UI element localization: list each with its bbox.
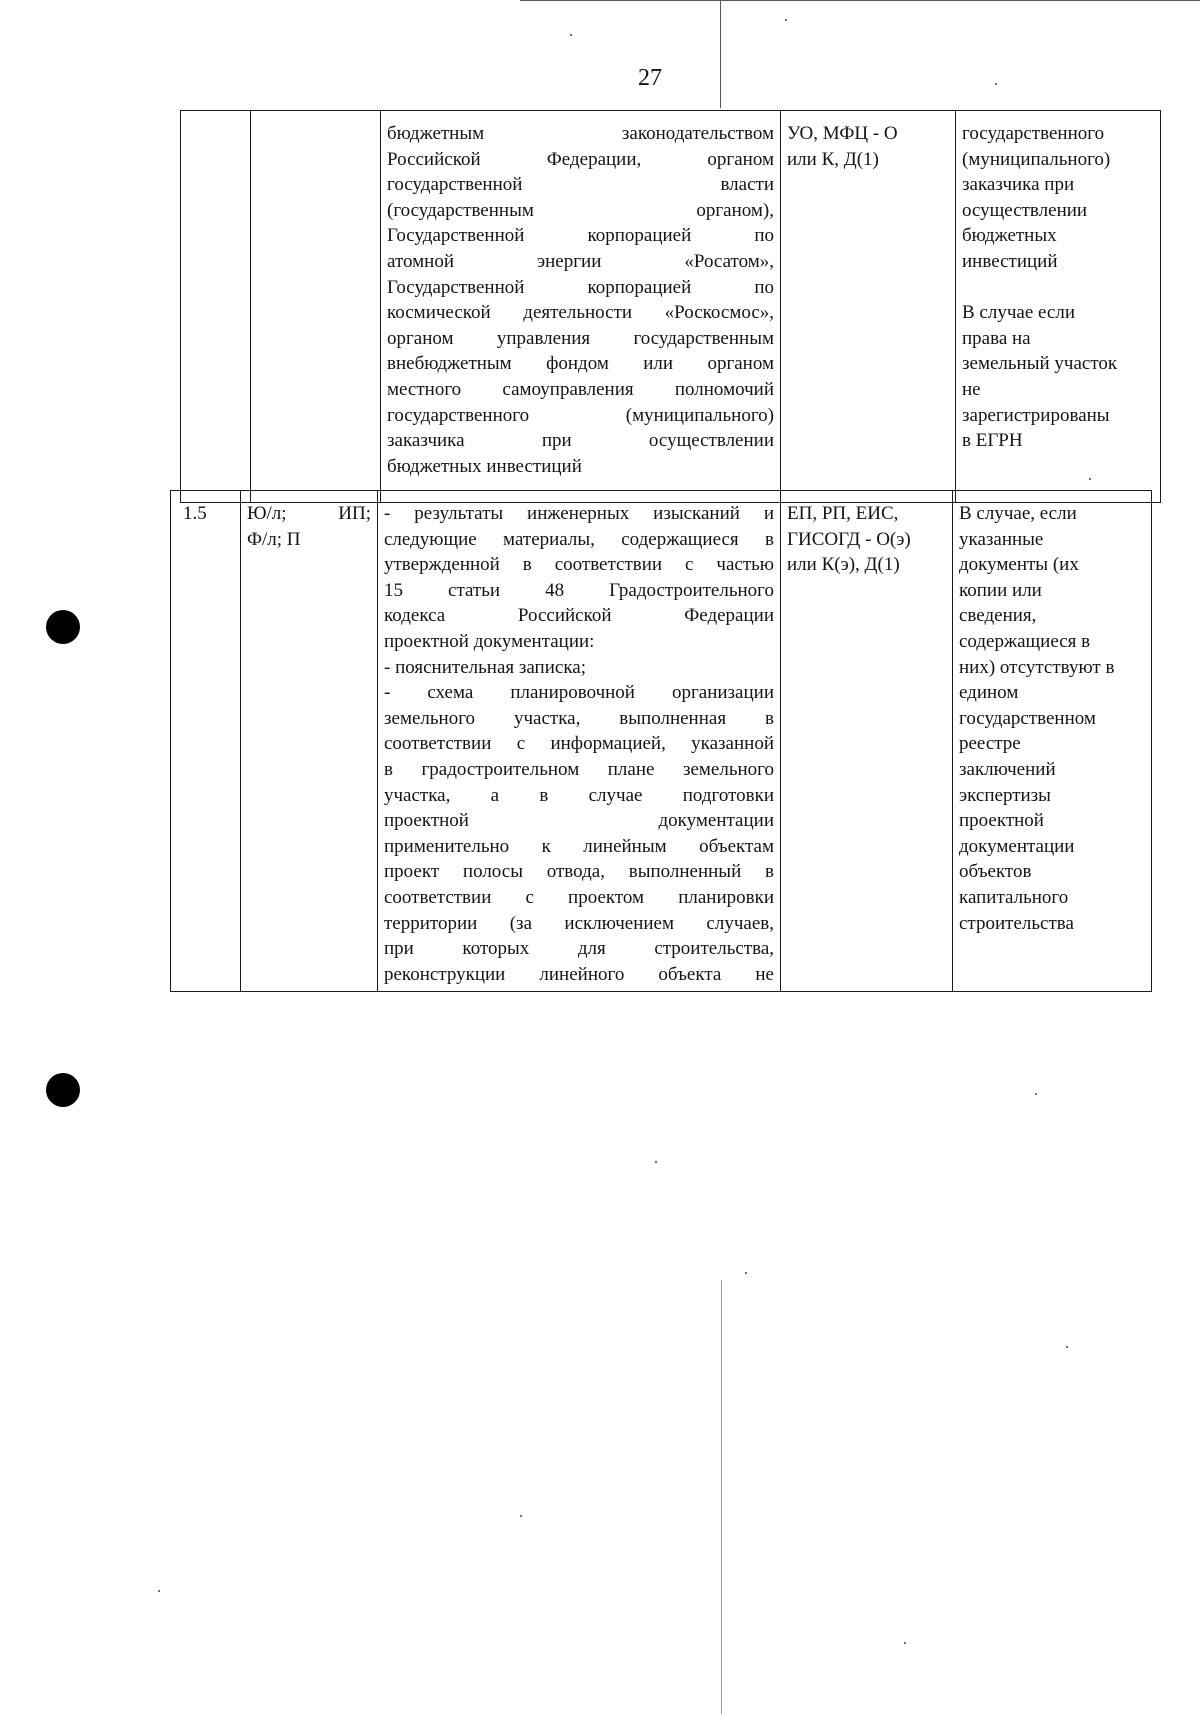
text-line: или К, Д(1) xyxy=(787,148,879,170)
cell-row-number: 1.5 xyxy=(171,491,241,992)
cell-applicants xyxy=(241,491,378,992)
text-line: УО, МФЦ - О xyxy=(787,123,898,144)
cell-documents xyxy=(381,111,781,503)
text-line: земельный участок xyxy=(962,353,1118,375)
text-line: строительства xyxy=(959,912,1074,934)
cell-documents xyxy=(378,491,781,992)
text-line: органом управления государственным xyxy=(387,327,774,349)
text-line: земельного участка, выполненная в xyxy=(384,707,774,729)
text-line: бюджетных инвестиций xyxy=(387,455,582,477)
text-line: бюджетным законодательством xyxy=(387,123,774,144)
scan-speck xyxy=(520,1515,522,1517)
text-line: документации xyxy=(959,835,1075,857)
scan-speck xyxy=(1066,1346,1068,1348)
text-line: Ф/л; П xyxy=(247,528,301,550)
cell-applicants xyxy=(251,111,381,503)
text-line: участка, а в случае подготовки xyxy=(384,784,774,806)
cell-source xyxy=(781,111,956,503)
text-line: (государственным органом), xyxy=(387,199,774,221)
text-line: содержащиеся в xyxy=(959,630,1091,652)
text-line: государственном xyxy=(959,707,1096,729)
text-line: - схема планировочной организации xyxy=(384,682,774,704)
text-line: соответствии с проектом планировки xyxy=(384,886,774,908)
text-line: применительно к линейным объектам xyxy=(384,835,774,857)
text-line: капитального xyxy=(959,886,1069,908)
text-line: реконструкции линейного объекта не xyxy=(384,963,774,985)
scan-top-border xyxy=(520,0,1200,1)
text-line: экспертизы xyxy=(959,784,1051,806)
text-line: сведения, xyxy=(959,605,1037,627)
table-row xyxy=(171,491,1152,992)
scan-speck xyxy=(785,19,787,21)
scan-fold-line-top xyxy=(720,0,721,108)
text-line: территории (за исключением случаев, xyxy=(384,912,774,934)
text-line: указанные xyxy=(959,528,1044,550)
document-table-row-1-5 xyxy=(170,490,1152,992)
text-line: в градостроительном плане земельного xyxy=(384,758,774,780)
text-line: в ЕГРН xyxy=(962,430,1023,452)
text-line: В случае, если xyxy=(959,503,1077,524)
punch-hole-lower xyxy=(46,1073,80,1107)
text-line: государственного (муниципального) xyxy=(387,404,774,426)
text-line: бюджетных xyxy=(962,225,1057,247)
text-line: проект полосы отвода, выполненный в xyxy=(384,861,774,883)
text-line: ЕП, РП, ЕИС, xyxy=(787,503,899,524)
text-line: документы (их xyxy=(959,554,1079,576)
text-line: проектной документации: xyxy=(384,630,595,652)
punch-hole-upper xyxy=(46,610,80,644)
text-line: заключений xyxy=(959,758,1056,780)
text-line: 15 статьи 48 Градостроительного xyxy=(384,579,774,601)
text-line: - пояснительная записка; xyxy=(384,656,586,678)
text-line: заказчика при xyxy=(962,174,1075,196)
text-line: космической деятельности «Роскосмос», xyxy=(387,302,774,324)
text-line: осуществлении xyxy=(962,199,1088,221)
text-line: заказчика при осуществлении xyxy=(387,430,774,452)
paragraph-gap xyxy=(962,275,1154,301)
text-line: едином xyxy=(959,682,1019,704)
text-line: Государственной корпорацией по xyxy=(387,276,774,298)
text-line: проектной документации xyxy=(384,810,774,832)
text-line: реестре xyxy=(959,733,1021,755)
text-line: копии или xyxy=(959,579,1042,601)
text-line: при которых для строительства, xyxy=(384,938,774,960)
scan-speck xyxy=(745,1272,747,1274)
text-line: них) отсутствуют в xyxy=(959,656,1115,678)
scan-speck xyxy=(158,1590,160,1592)
text-line: или К(э), Д(1) xyxy=(787,554,900,576)
text-line: утвержденной в соответствии с частью xyxy=(384,554,774,576)
text-line: права на xyxy=(962,327,1031,349)
text-line: соответствии с информацией, указанной xyxy=(384,733,774,755)
scan-speck xyxy=(570,34,572,36)
cell-source xyxy=(781,491,953,992)
text-line: внебюджетным фондом или органом xyxy=(387,353,774,375)
text-line: проектной xyxy=(959,810,1044,832)
scan-speck xyxy=(655,1161,657,1163)
text-line: Государственной корпорацией по xyxy=(387,225,774,247)
text-line: не xyxy=(962,378,981,400)
text-line: ГИСОГД - О(э) xyxy=(787,528,911,550)
text-line: В случае если xyxy=(962,302,1075,324)
scan-fold-line-bottom xyxy=(721,1280,722,1714)
text-line: - результаты инженерных изысканий и xyxy=(384,503,774,524)
text-line: зарегистрированы xyxy=(962,404,1110,426)
text-line: (муниципального) xyxy=(962,148,1111,170)
text-line: атомной энергии «Росатом», xyxy=(387,250,774,272)
text-line: Российской Федерации, органом xyxy=(387,148,774,170)
text-line: местного самоуправления полномочий xyxy=(387,378,774,400)
text-line: государственной власти xyxy=(387,174,774,196)
table-row xyxy=(181,111,1161,503)
cell-condition xyxy=(953,491,1152,992)
document-table-continuation xyxy=(180,110,1161,503)
scan-speck xyxy=(904,1642,906,1644)
text-line: Ю/л; ИП; xyxy=(247,503,371,524)
text-line: кодекса Российской Федерации xyxy=(384,605,774,627)
text-line: следующие материалы, содержащиеся в xyxy=(384,528,774,550)
page-number: 27 xyxy=(638,65,662,91)
scan-speck xyxy=(1035,1093,1037,1095)
cell-condition xyxy=(956,111,1161,503)
text-line: объектов xyxy=(959,861,1032,883)
cell-number xyxy=(181,111,251,503)
text-line: государственного xyxy=(962,123,1105,144)
text-line: инвестиций xyxy=(962,250,1058,272)
